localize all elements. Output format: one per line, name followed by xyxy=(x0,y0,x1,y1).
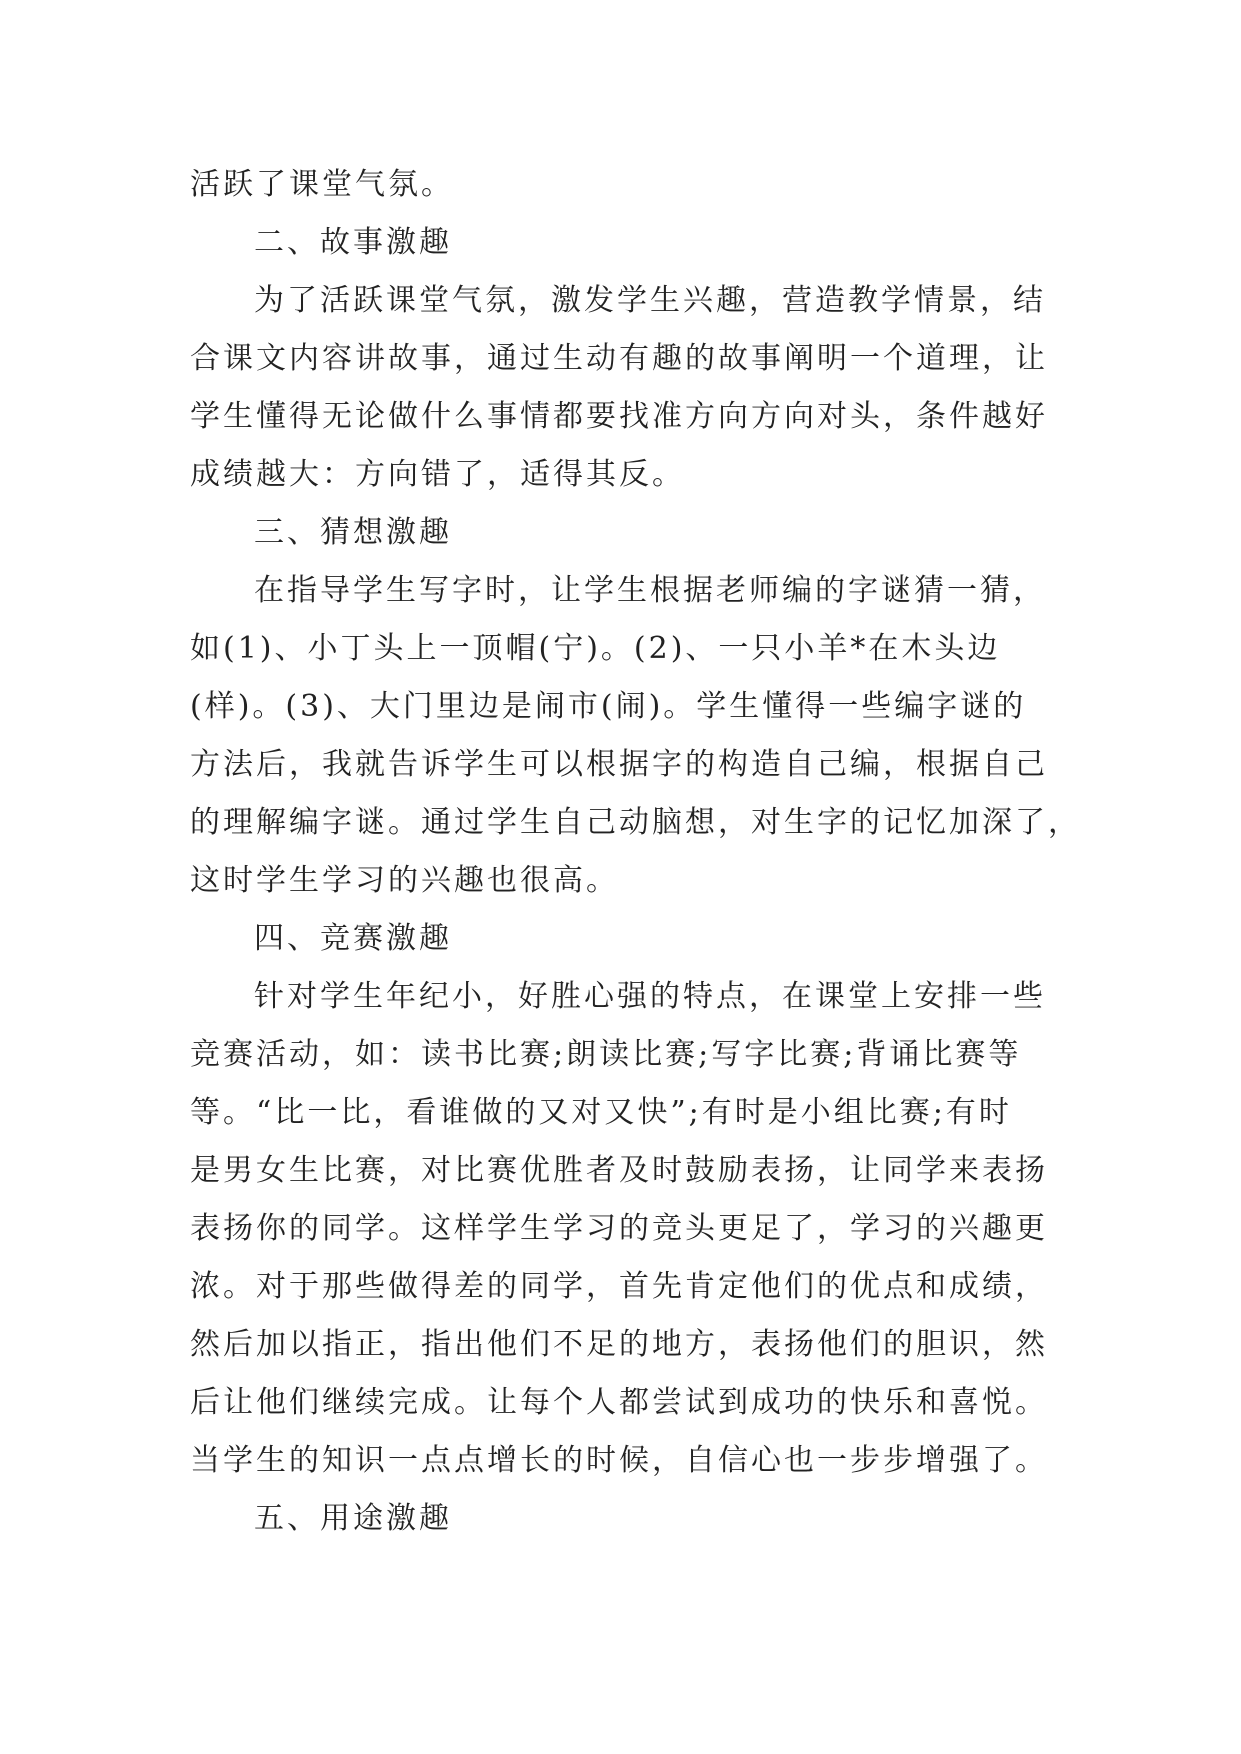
section-heading: 五、用途激趣 xyxy=(254,1501,452,1536)
paragraph-line: 这时学生学习的兴趣也很高。 xyxy=(190,863,619,898)
paragraph-line: (样)。(3)、大门里边是闹市(闹)。学生懂得一些编字谜的 xyxy=(190,689,1027,724)
paragraph-line: 针对学生年纪小，好胜心强的特点，在课堂上安排一些 xyxy=(254,979,1046,1014)
paragraph-line: 成绩越大：方向错了，适得其反。 xyxy=(190,457,685,492)
paragraph-line: 等。“比一比，看谁做的又对又快”;有时是小组比赛;有时 xyxy=(190,1095,1012,1130)
section-heading: 三、猜想激趣 xyxy=(254,515,452,550)
paragraph-line: 表扬你的同学。这样学生学习的竞头更足了，学习的兴趣更 xyxy=(190,1211,1048,1246)
paragraph-line: 当学生的知识一点点增长的时候，自信心也一步步增强了。 xyxy=(190,1443,1048,1478)
paragraph-line: 竞赛活动，如：读书比赛;朗读比赛;写字比赛;背诵比赛等 xyxy=(190,1037,1022,1072)
document-body xyxy=(190,156,1081,1548)
paragraph-line: 方法后，我就告诉学生可以根据字的构造自己编，根据自己 xyxy=(190,747,1048,782)
paragraph-line: 浓。对于那些做得差的同学，首先肯定他们的优点和成绩， xyxy=(190,1269,1048,1304)
paragraph-line: 在指导学生写字时，让学生根据老师编的字谜猜一猜， xyxy=(254,573,1046,608)
paragraph-line: 后让他们继续完成。让每个人都尝试到成功的快乐和喜悦。 xyxy=(190,1385,1048,1420)
paragraph-line: 然后加以指正，指出他们不足的地方，表扬他们的胆识，然 xyxy=(190,1327,1048,1362)
paragraph-line: 合课文内容讲故事，通过生动有趣的故事阐明一个道理，让 xyxy=(190,341,1048,376)
paragraph-line: 是男女生比赛，对比赛优胜者及时鼓励表扬，让同学来表扬 xyxy=(190,1153,1048,1188)
section-heading: 四、竞赛激趣 xyxy=(254,921,452,956)
section-heading: 二、故事激趣 xyxy=(254,225,452,260)
paragraph-line: 为了活跃课堂气氛，激发学生兴趣，营造教学情景，结 xyxy=(254,283,1046,318)
paragraph-line: 的理解编字谜。通过学生自己动脑想，对生字的记忆加深了， xyxy=(190,805,1081,840)
paragraph-line: 如(1)、小丁头上一顶帽(宁)。(2)、一只小羊*在木头边 xyxy=(190,631,1001,666)
paragraph-line: 学生懂得无论做什么事情都要找准方向方向对头，条件越好 xyxy=(190,399,1048,434)
paragraph-line: 活跃了课堂气氛。 xyxy=(190,167,454,202)
